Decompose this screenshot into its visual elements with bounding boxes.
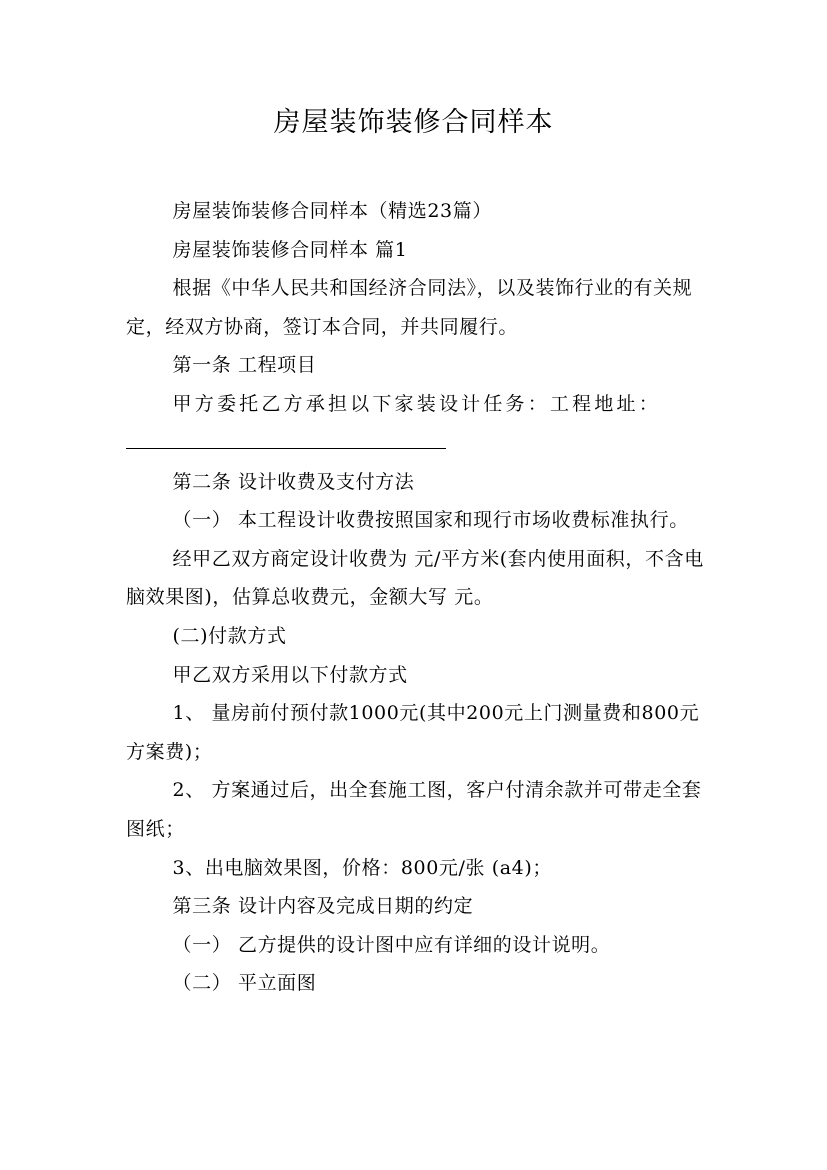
design-content-item-2: （二） 平立面图 bbox=[172, 972, 317, 995]
article-one-content: 甲方委托乙方承担以下家装设计任务：工程地址： bbox=[172, 392, 661, 415]
paragraph-section-heading: 房屋装饰装修合同样本 篇1 bbox=[172, 238, 408, 261]
article-two-heading: 第二条 设计收费及支付方法 bbox=[172, 470, 415, 493]
article-one-heading: 第一条 工程项目 bbox=[172, 354, 317, 377]
payment-item-2: 2、 方案通过后，出全套施工图，客户付清余款并可带走全套图纸； bbox=[126, 779, 702, 840]
payment-method-heading: (二)付款方式 bbox=[172, 624, 287, 647]
address-blank-line bbox=[126, 424, 446, 449]
payment-method-intro: 甲乙双方采用以下付款方式 bbox=[172, 663, 408, 686]
paragraph-intro: 根据《中华人民共和国经济合同法》，以及装饰行业的有关规定，经双方协商，签订本合同，并共同履行。 bbox=[126, 277, 693, 338]
document-body bbox=[126, 192, 706, 1003]
payment-item-1: 1、 量房前付预付款1000元(其中200元上门测量费和800元方案费)； bbox=[126, 702, 700, 763]
fee-agreement-paragraph: 经甲乙双方商定设计收费为 元/平方米(套内使用面积，不含电脑效果图)，估算总收费元，金额大写 元。 bbox=[126, 547, 704, 609]
article-three-heading: 第三条 设计内容及完成日期的约定 bbox=[172, 895, 474, 918]
document-title: 房屋装饰装修合同样本 bbox=[273, 107, 554, 138]
payment-item-3: 3、出电脑效果图，价格：800元/张 (a4)； bbox=[172, 856, 552, 879]
design-content-item-1: （一） 乙方提供的设计图中应有详细的设计说明。 bbox=[172, 933, 611, 956]
paragraph-subtitle: 房屋装饰装修合同样本（精选23篇） bbox=[172, 200, 492, 222]
fee-standard-paragraph: （一） 本工程设计收费按照国家和现行市场收费标准执行。 bbox=[172, 509, 689, 532]
